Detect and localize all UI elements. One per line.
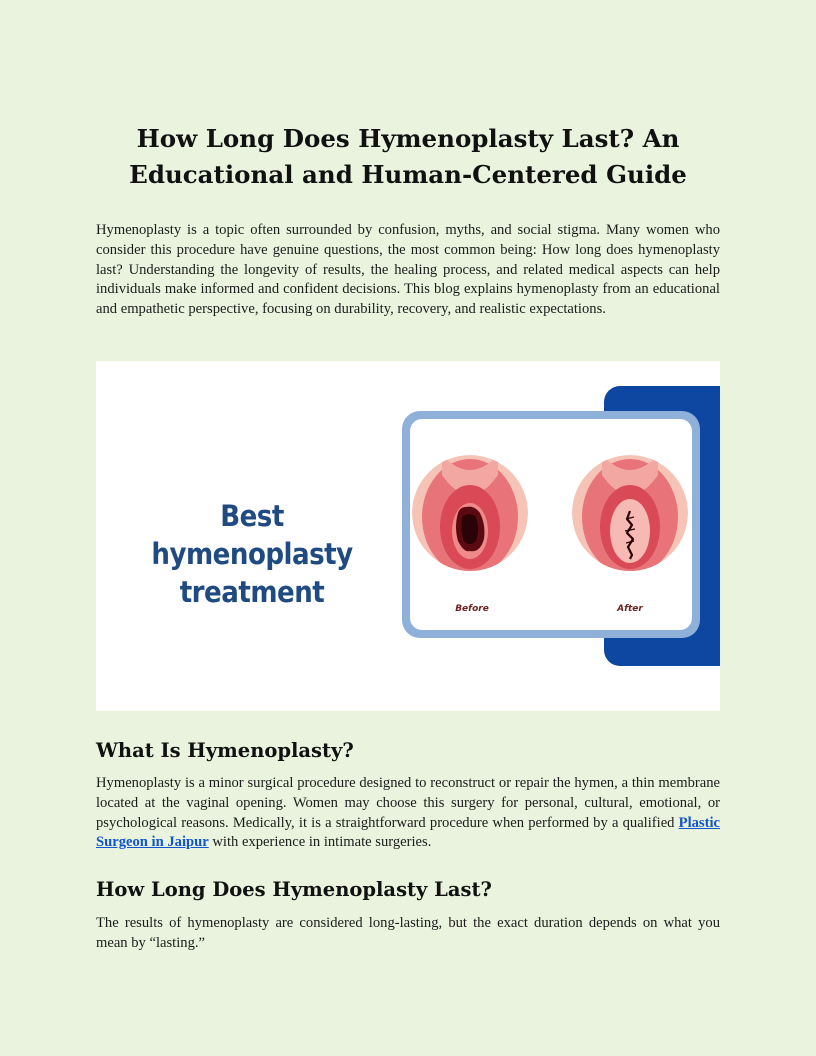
before-illustration (412, 455, 528, 571)
hero-headline (132, 497, 372, 611)
illustration-panel (410, 419, 692, 630)
section-what-is-paragraph (96, 774, 720, 853)
plastic-surgeon-link[interactable]: Plastic Surgeon in Jaipur (96, 814, 720, 851)
title-line-1: How Long Does Hymenoplasty Last? An (136, 124, 680, 153)
section-heading-how-long: How Long Does Hymenoplasty Last? (96, 878, 492, 901)
section-heading-what-is: What Is Hymenoplasty? (96, 739, 354, 762)
before-label: Before (455, 604, 489, 614)
document-title (96, 121, 720, 193)
hero-image (96, 361, 720, 711)
after-label: After (617, 604, 643, 614)
section-what-is-text: Hymenoplasty is a minor surgical procedure designed to reconstruct or repair the hymen, a thin membrane located at the vaginal opening. Women may choose this surgery for personal, cultural, emotional, or psychological reasons. Medically, it is a straightforward procedure when performed by a qualified (96, 775, 720, 831)
section-how-long-paragraph: The results of hymenoplasty are considered long-lasting, but the exact duration depends on what you mean by “lasting.” (96, 915, 720, 951)
section-what-is-text-end: with experience in intimate surgeries. (208, 834, 432, 851)
hero-headline-line-1: Best hymenoplasty (151, 499, 353, 571)
title-line-2: Educational and Human-Centered Guide (129, 160, 687, 189)
hero-headline-line-2: treatment (179, 575, 325, 609)
intro-paragraph: Hymenoplasty is a topic often surrounded by confusion, myths, and social stigma. Many women who consider this procedure have genuine questions, the most common being: How long does hymenoplasty last? Understanding the longevity of results, the healing process, and related medical aspects can help individuals make informed and confident decisions. This blog explains hymenoplasty from an educational and empathetic perspective, focusing on durability, recovery, and realistic expectations. (96, 222, 720, 318)
after-illustration (572, 455, 688, 571)
illustration-frame (402, 411, 700, 638)
